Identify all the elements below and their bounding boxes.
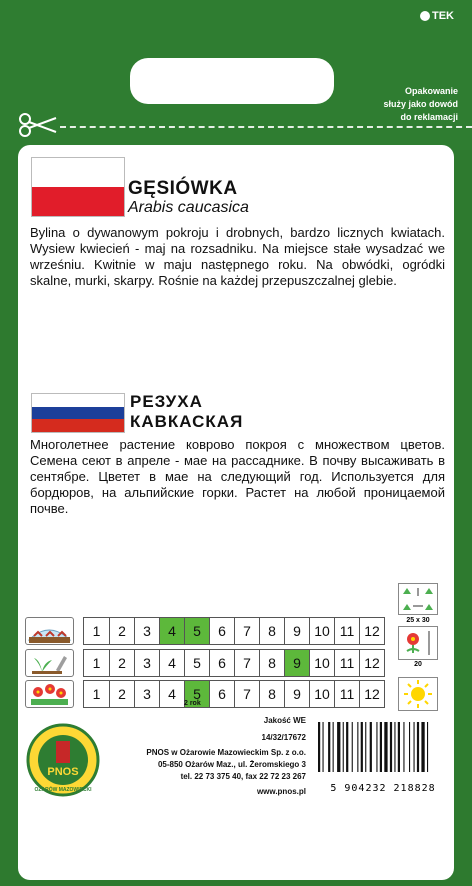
month-cell: 12 [359,681,384,707]
month-cell: 1 [92,655,101,671]
month-cell: 6 [209,618,234,644]
month-cell: 11 [334,618,359,644]
month-cell: 6 [209,650,234,676]
month-cell: 3 [134,681,159,707]
month-cell: 8 [259,681,284,707]
month-cell: 8 [259,618,284,644]
spacing-icon [398,583,438,615]
month-cell: 1 [92,686,101,702]
month-cell: 7 [234,650,259,676]
month-cell: 10 [309,618,334,644]
barcode-bar [328,722,330,772]
tek-logo-icon [420,11,430,21]
polish-flag [31,157,125,217]
barcode-bar [394,722,395,772]
month-cells [83,649,385,677]
barcode-bar [370,722,372,772]
barcode-bar [346,722,348,772]
latin-name: Arabis caucasica [128,199,249,216]
barcode-bar [421,722,424,772]
month-cell: 12 [359,650,384,676]
barcode-bar [323,722,324,772]
sun-icon [398,677,438,711]
month-cell: 9 [284,618,309,644]
barcode-bar [361,722,363,772]
brand-label: TEK [432,10,454,22]
month-cell: 11 [334,650,359,676]
barcode-bar [318,722,320,772]
month-cell: 10 [309,681,334,707]
month-cell: 3 [134,618,159,644]
flowers-icon [25,680,74,708]
company-address: 05-850 Ożarów Maz., ul. Żeromskiego 3 [157,760,306,769]
flowering-note: 2 rok [184,700,201,707]
plant-title-pl: GĘSIÓWKA [128,178,238,199]
svg-text:OŻARÓW MAZOWIECKI: OŻARÓW MAZOWIECKI [34,787,92,793]
month-cell: 2 [109,618,134,644]
month-cells [83,680,385,708]
month-cell: 5 [184,650,209,676]
month-cell: 4 [159,618,184,644]
month-cell: 7 [234,681,259,707]
svg-text:PNOS: PNOS [47,766,79,778]
month-cell: 11 [334,681,359,707]
month-cell: 4 [159,681,184,707]
barcode-bar [414,722,415,772]
barcode-bar [390,722,392,772]
month-cell: 5 [184,618,209,644]
scissors-icon [18,112,58,138]
barcode-bar [376,722,377,772]
month-cell: 3 [134,650,159,676]
quality-label: Jakość WE [263,716,306,725]
sowing-depth-icon [398,626,438,660]
packaging-note: Opakowanie służy jako dowód do reklamacji [383,86,458,122]
month-cell: 8 [259,650,284,676]
description-ru: Многолетнее растение коврово покроя с множеством цветов. Семена сеют в апреле - мае на рассаднике. В почву высаживать в сентябре. Цветет в мае на следующий год. Используется для бордюров, на альпийские горки. Растет на любой проницаемой почве. [30,437,445,516]
company-phone: tel. 22 73 375 40, fax 22 72 23 267 [180,772,306,781]
barcode-bar [337,722,340,772]
plant-title-ru-line1: РЕЗУХА [130,392,203,411]
barcode-bar [333,722,334,772]
barcode-bar [343,722,344,772]
company-name: PNOS w Ożarowie Mazowieckim Sp. z o.o. [146,748,306,757]
barcode-bar [357,722,358,772]
month-cell: 10 [309,650,334,676]
barcode-bar [427,722,428,772]
month-cell: 6 [209,681,234,707]
depth-label: 20 [414,661,422,668]
greenhouse-icon [25,617,74,645]
month-cell: 2 [109,650,134,676]
month-cell: 5 [184,681,209,707]
barcode-bar [417,722,419,772]
month-cell: 9 [284,650,309,676]
spacing-label: 25 x 30 [406,617,430,624]
hang-hole [130,58,334,104]
brand-tek [420,10,454,22]
barcode-number: 5 904232 218828 [330,783,436,794]
month-cell: 7 [234,618,259,644]
month-cell: 2 [109,681,134,707]
month-cell: 12 [359,618,384,644]
description-pl: Bylina o dywanowym pokroju i drobnych, bardzo licznych kwiatach. Wysiew kwiecień - maj na rozsadniku. Na miejsce stałe wysadzać we wrześniu. Kwitnie w maju następnego roku. Na obwódki, ogródki skalne, murki, skarpy. Rośnie na każdej przepuszczalnej glebie. [30,225,445,288]
plant-title-ru-line2: КАВКАСКАЯ [130,412,244,431]
month-cell: 1 [92,623,101,639]
lot-number: 14/32/17672 [261,733,306,742]
barcode-bar [384,722,387,772]
barcode-bars [312,720,454,782]
cut-line [60,126,472,128]
month-cells [83,617,385,645]
barcode-bar [365,722,366,772]
month-cell: 9 [284,681,309,707]
russian-flag [31,393,125,433]
barcode-bar [380,722,382,772]
barcode-bar [352,722,353,772]
seedling-trowel-icon [25,649,74,677]
barcode-bar [409,722,410,772]
barcode [312,720,454,794]
barcode-bar [398,722,400,772]
month-cell: 4 [159,650,184,676]
barcode-bar [403,722,404,772]
website: www.pnos.pl [256,787,306,796]
